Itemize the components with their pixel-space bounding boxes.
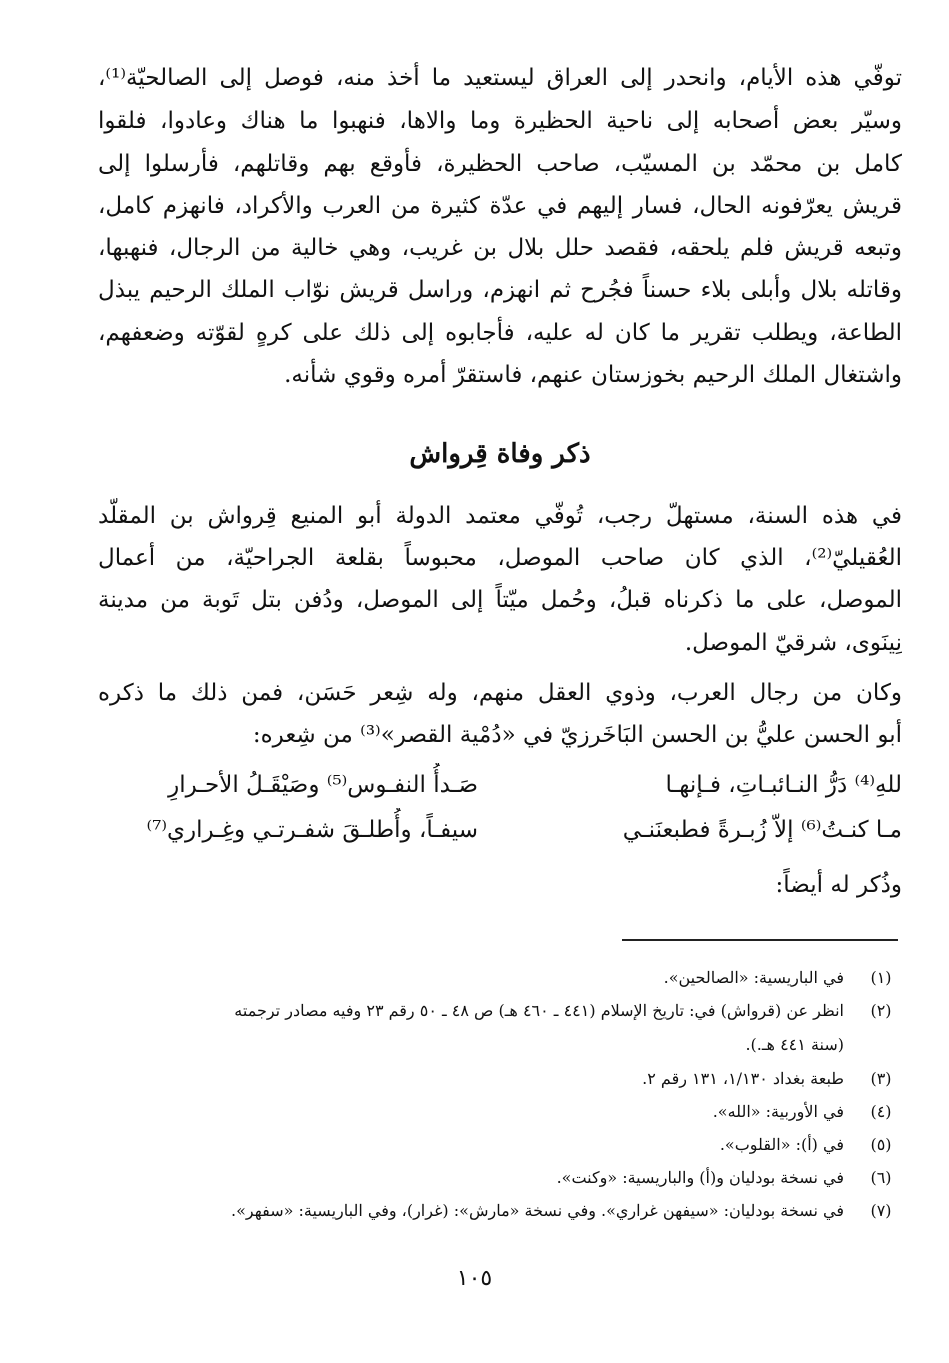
body-line: وذُكر له أيضاً: (775, 872, 902, 898)
verse-first-hemistich: مـا كنـتُ⁽⁶⁾ إلاّ زُبـرةً فطبعنَنـي (622, 817, 902, 843)
verse-second-hemistich: صَـدأُ النفـوس⁽⁵⁾ وصَيْقَـلُ الأحـرارِ (168, 772, 478, 798)
footnote-text: في الباريسية: «الصالحين». (663, 968, 844, 987)
body-line: أبو الحسن عليُّ بن الحسن البَاخَرزيّ في «دُمْية القصر»⁽³⁾ من شِعره: (252, 722, 902, 748)
body-line: في هذه السنة، مستهلّ رجب، تُوفّي معتمد الدولة أبو المنيع قِرواش بن المقلّد (98, 503, 902, 529)
footnote (98, 996, 902, 1026)
footnote-text: (سنة ٤٤١ هـ.). (745, 1035, 844, 1054)
footnote-text: في نسخة بودليان: «سيفهن غراري». وفي نسخة «مارش»: (غرار)، وفي الباريسية: «سفهر». (231, 1201, 844, 1220)
verse-first-hemistich: للهِ⁽⁴⁾ دَرُّ النـائبـاتِ، فـإنهـا (665, 772, 902, 798)
footnote-number: (٢) (870, 1001, 892, 1020)
body-line: وقاتله بلال وأبلى بلاء حسناً فجُرح ثم انهزم، وراسل قريش نوّاب الملك الرحيم يبذل (98, 277, 902, 303)
footnote-text: في (أ): «القلوب». (719, 1135, 844, 1154)
footnote-text: طبعة بغداد ١/١٣٠، ١٣١ رقم ٢. (642, 1069, 844, 1088)
footnote-separator (622, 939, 898, 941)
footnote-number: (٣) (870, 1069, 892, 1088)
verse-second-hemistich: سيفـاً، وأُطلـقَ شفـرتـي وغِـراري⁽⁷⁾ (146, 817, 478, 843)
footnote (98, 1030, 902, 1060)
footnote (98, 1196, 902, 1226)
body-line: قريش يعرّفونه الحال، فسار إليهم في عدّة كثيرة من العرب والأكراد، فانهزم كامل، (98, 193, 902, 219)
page-number: ١٠٥ (456, 1266, 493, 1291)
body-line: كامل بن محمّد بن المسيّب، صاحب الحظيرة، فأوقع بهم وقاتلهم، فأرسلوا إلى (98, 151, 902, 177)
footnote (98, 1097, 902, 1127)
body-line: نِينَوى، شرقيّ الموصل. (684, 630, 902, 656)
footnote-text: في الأوربية: «الله». (712, 1102, 844, 1121)
body-line: وسيّر بعض أصحابه إلى ناحية الحظيرة وما والاها، فنهبوا ما هناك وعادوا، فلقوا (98, 108, 902, 134)
footnote-number: (١) (870, 968, 892, 987)
verse-line (98, 808, 902, 852)
footnote (98, 1130, 902, 1160)
body-line: العُقيليّ⁽²⁾، الذي كان صاحب الموصل، محبوساً بقلعة الجراحيّة، من أعمال (98, 545, 902, 571)
body-line: الطاعة، ويطلب تقرير ما كان له عليه، فأجابوه إلى ذلك على كرهٍ لقوّته وضعفهم، (98, 320, 902, 346)
body-line: وكان من رجال العرب، وذوي العقل منهم، وله شِعر حَسَن، فمن ذلك ما ذكره (98, 680, 902, 706)
verse-line (98, 763, 902, 807)
footnote-number: (٦) (870, 1168, 892, 1187)
footnote-number: (٤) (870, 1102, 892, 1121)
body-line: واشتغال الملك الرحيم بخوزستان عنهم، فاستقرّ أمره وقوي شأنه. (284, 362, 902, 388)
footnote (98, 963, 902, 993)
footnote-number: (٧) (870, 1201, 892, 1220)
footnote (98, 1163, 902, 1193)
body-line: وتبعه قريش فلم يلحقه، فقصد حلل بلال بن غريب، وهي خالية من الرجال، فنهبها، (98, 235, 902, 261)
body-line: الموصل، على ما ذكرناه قبلُ، وحُمل ميّتاً إلى الموصل، ودُفن بتل تَوبة من مدينة (98, 587, 902, 613)
footnote-number: (٥) (870, 1135, 892, 1154)
footnote-text: انظر عن (قرواش) في: تاريخ الإسلام (٤٤١ ـ ٤٦٠ هـ) ص ٤٨ ـ ٥٠ رقم ٢٣ وفيه مصادر ترجمته (234, 1001, 844, 1020)
body-line: توفّي هذه الأيام، وانحدر إلى العراق ليستعيد ما أخذ منه، فوصل إلى الصالحيّة⁽¹⁾، (98, 65, 902, 91)
section-heading: ذكر وفاة قِرواش (409, 439, 591, 469)
footnote (98, 1064, 902, 1094)
footnote-text: في نسخة بودليان و(أ) والباريسية: «وكنت». (556, 1168, 844, 1187)
